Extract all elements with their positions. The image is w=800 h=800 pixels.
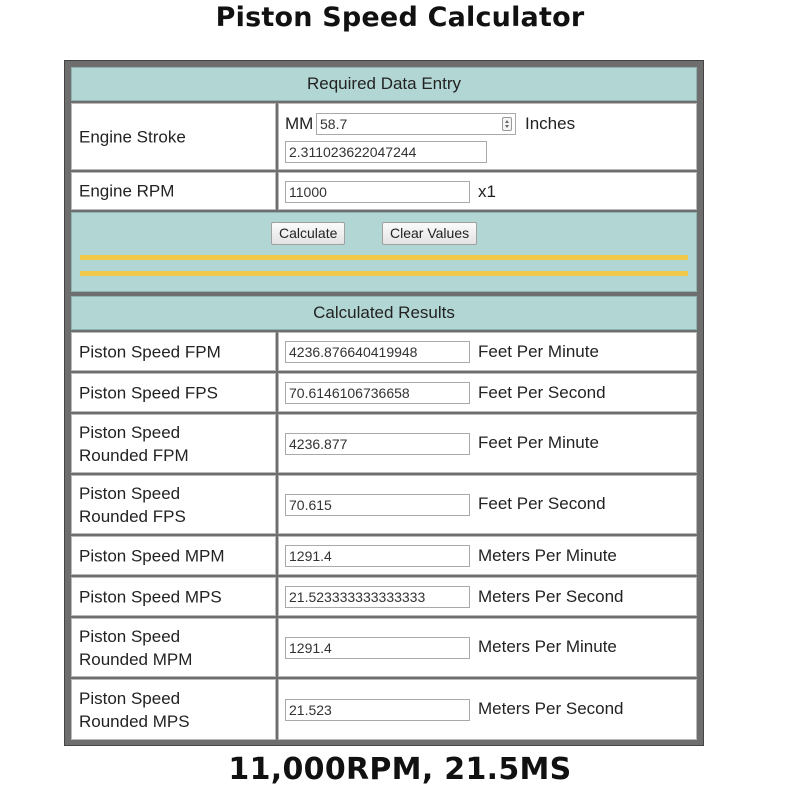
result-unit: Feet Per Minute bbox=[478, 433, 599, 452]
result-label: Piston Speed Rounded FPM bbox=[79, 422, 189, 465]
result-unit: Feet Per Minute bbox=[478, 342, 599, 361]
action-row bbox=[71, 212, 697, 292]
spinner-icon[interactable] bbox=[502, 117, 512, 131]
result-unit: Meters Per Second bbox=[478, 699, 624, 718]
result-row bbox=[71, 536, 697, 575]
entry-header-text: Required Data Entry bbox=[306, 74, 462, 93]
result-row bbox=[71, 414, 697, 473]
result-field[interactable] bbox=[285, 586, 470, 608]
result-label: Piston Speed MPS bbox=[79, 587, 222, 606]
result-row bbox=[71, 475, 697, 534]
result-value: 70.6146106736658 bbox=[289, 385, 410, 401]
rpm-value: 11000 bbox=[289, 184, 327, 200]
divider-stripe-bottom bbox=[80, 271, 688, 276]
calculator-panel bbox=[64, 60, 704, 746]
rpm-value-cell bbox=[278, 172, 697, 210]
rpm-label: Engine RPM bbox=[79, 181, 175, 201]
result-value: 1291.4 bbox=[289, 548, 332, 564]
result-label: Piston Speed MPM bbox=[79, 546, 225, 565]
result-unit: Meters Per Minute bbox=[478, 637, 617, 656]
rpm-label-cell bbox=[71, 172, 276, 210]
entry-header bbox=[71, 67, 697, 101]
result-field[interactable] bbox=[285, 637, 470, 659]
result-unit: Feet Per Second bbox=[478, 383, 606, 402]
result-label: Piston Speed Rounded MPS bbox=[79, 688, 190, 731]
result-unit: Feet Per Second bbox=[478, 494, 606, 513]
stroke-label: Engine Stroke bbox=[79, 127, 186, 146]
mm-label: MM bbox=[285, 114, 314, 133]
result-field[interactable] bbox=[285, 341, 470, 363]
result-label: Piston Speed FPS bbox=[79, 383, 218, 402]
caption: 11,000RPM, 21.5MS bbox=[228, 752, 572, 787]
page-title: Piston Speed Calculator bbox=[215, 2, 585, 33]
result-value: 21.523 bbox=[289, 702, 332, 718]
entry-header-row bbox=[71, 67, 697, 101]
result-value: 1291.4 bbox=[289, 640, 332, 656]
result-value: 4236.876640419948 bbox=[289, 344, 418, 360]
rpm-multiplier: x1 bbox=[478, 182, 496, 201]
result-field[interactable] bbox=[285, 545, 470, 567]
result-row bbox=[71, 577, 697, 616]
stroke-row bbox=[71, 103, 697, 170]
action-panel bbox=[71, 212, 697, 292]
result-field[interactable] bbox=[285, 699, 470, 721]
stroke-inches-value: 2.311023622047244 bbox=[289, 144, 417, 160]
results-header-row bbox=[71, 296, 697, 330]
stroke-mm-input[interactable] bbox=[316, 113, 516, 135]
stroke-value-cell bbox=[278, 103, 697, 170]
stroke-label-cell bbox=[71, 103, 276, 170]
result-row bbox=[71, 373, 697, 412]
rpm-row bbox=[71, 172, 697, 210]
calculate-button[interactable]: Calculate bbox=[271, 222, 345, 245]
result-unit: Meters Per Minute bbox=[478, 546, 617, 565]
result-field[interactable] bbox=[285, 433, 470, 455]
results-header bbox=[71, 296, 697, 330]
stroke-inches-input[interactable] bbox=[285, 141, 487, 163]
result-field[interactable] bbox=[285, 382, 470, 404]
result-value: 70.615 bbox=[289, 497, 332, 513]
result-label: Piston Speed Rounded FPS bbox=[79, 483, 186, 526]
rpm-input[interactable] bbox=[285, 181, 470, 203]
result-row bbox=[71, 679, 697, 740]
result-value: 4236.877 bbox=[289, 436, 348, 452]
stroke-mm-value: 58.7 bbox=[320, 116, 348, 132]
result-value: 21.523333333333333 bbox=[289, 589, 426, 605]
result-unit: Meters Per Second bbox=[478, 587, 624, 606]
result-label: Piston Speed FPM bbox=[79, 342, 221, 361]
clear-values-button[interactable]: Clear Values bbox=[382, 222, 477, 245]
results-header-text: Calculated Results bbox=[313, 303, 455, 322]
result-row bbox=[71, 618, 697, 677]
divider-stripe-top bbox=[80, 255, 688, 260]
inches-label: Inches bbox=[525, 114, 576, 133]
result-label: Piston Speed Rounded MPM bbox=[79, 626, 193, 669]
result-row bbox=[71, 332, 697, 371]
result-field[interactable] bbox=[285, 494, 470, 516]
